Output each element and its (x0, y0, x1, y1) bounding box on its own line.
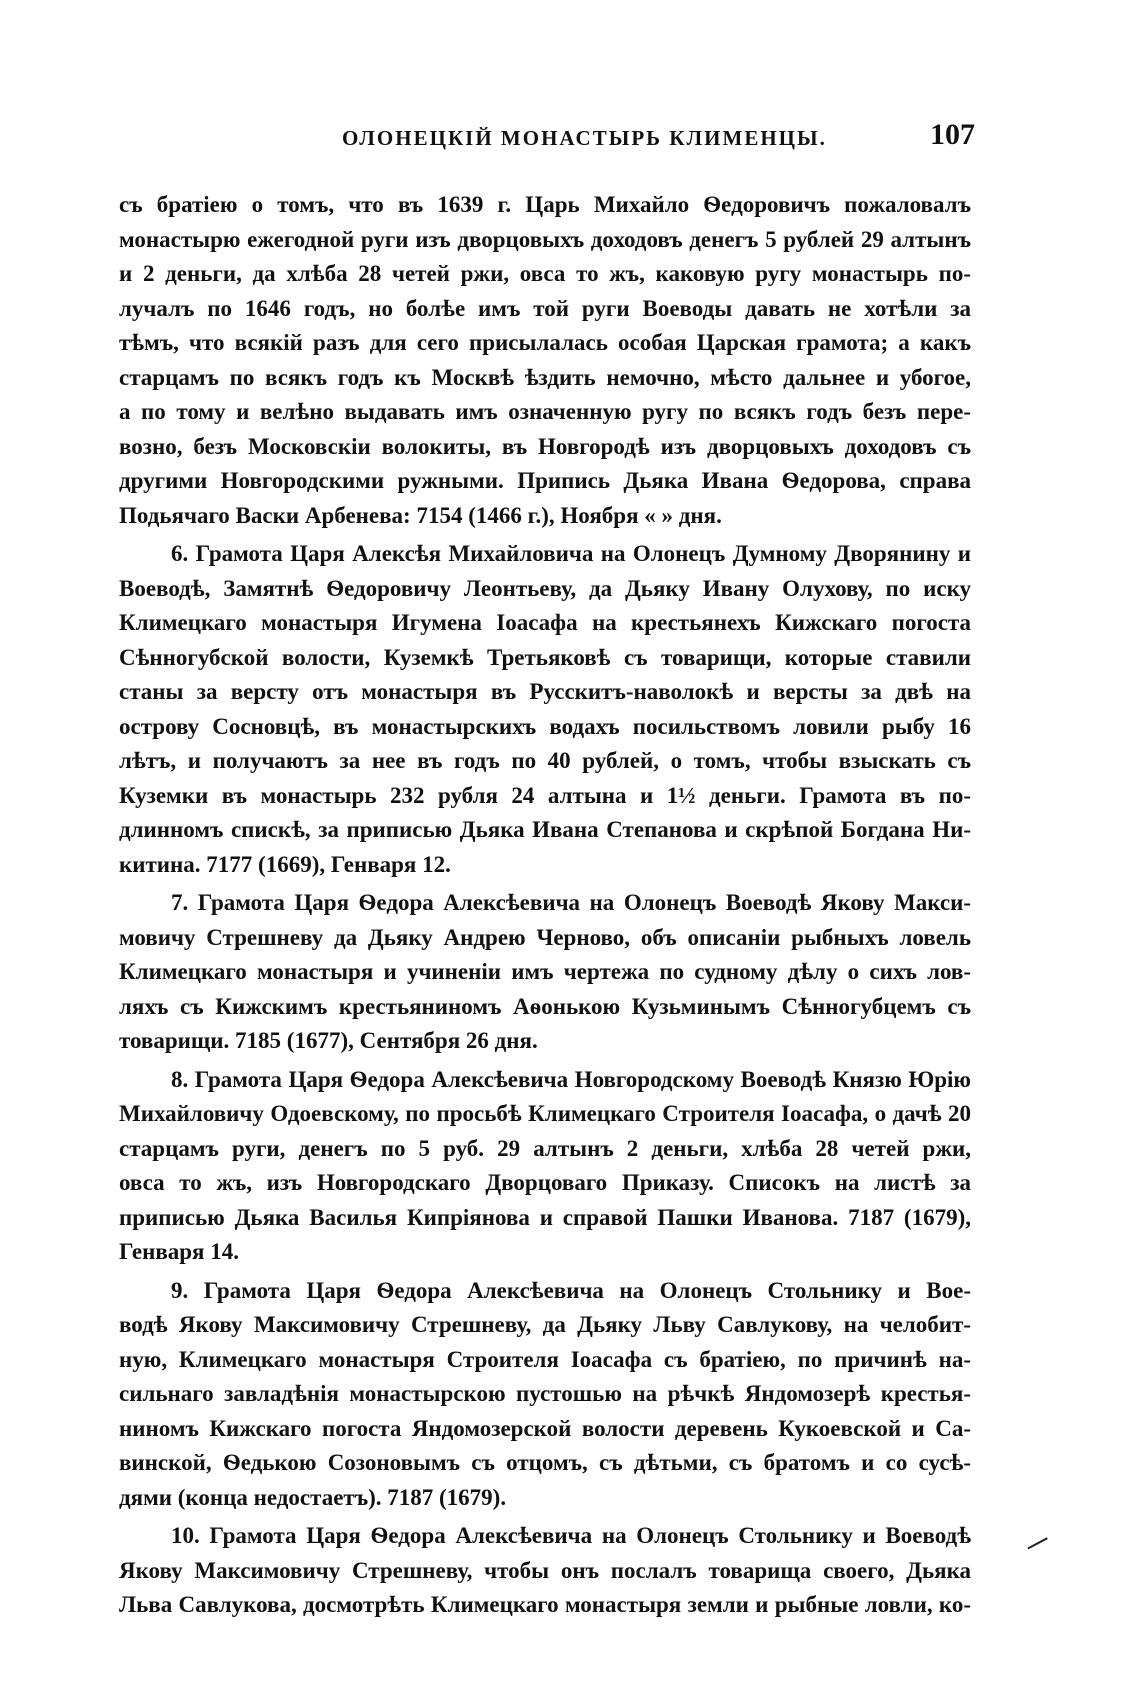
text-line: сильнаго завладѣнія монастырскою пустошью на рѣчкѣ Яндомозерѣ крестья- (119, 1381, 971, 1406)
text-line: Климецкаго монастыря и учиненіи имъ чертежа по судному дѣлу о сихъ лов- (119, 959, 971, 984)
paragraph-item-7 (119, 886, 971, 1059)
text-line: монастырю ежегодной руги изъ дворцовыхъ доходовъ денегъ 5 рублей 29 алтынъ (119, 226, 971, 252)
text-line: лѣтъ, и получаютъ за нее въ годъ по 40 рублей, о томъ, чтобы взыскать съ (119, 748, 971, 773)
text-line: а по тому и велѣно выдавать имъ означенную ругу по всякъ годъ безъ пере- (119, 399, 971, 424)
text-line: лучалъ по 1646 годъ, но болѣе имъ той руги Воеводы давать не хотѣли за (119, 295, 971, 321)
text-line: мовичу Стрешневу да Дьяку Андрею Черново, объ описаніи рыбныхъ ловель (119, 924, 971, 950)
text-line: съ братіею о томъ, что въ 1639 г. Царь Михайло Ѳедоровичъ пожаловалъ (119, 192, 971, 217)
text-line: Куземки въ монастырь 232 рубля 24 алтына и 1½ деньги. Грамота въ по- (119, 782, 971, 808)
text-line: винской, Ѳедькою Созоновымъ съ отцомъ, съ дѣтьми, съ братомъ и со сусѣ- (119, 1450, 971, 1475)
text-line: Сѣнногубской волости, Куземкѣ Третьяковѣ съ товарищи, которые ставили (119, 644, 971, 670)
text-line: 9. Грамота Царя Ѳедора Алексѣевича на Олонецъ Стольнику и Вое- (171, 1277, 971, 1303)
text-line: овса то жъ, изъ Новгородскаго Дворцоваго Приказу. Списокъ на листѣ за (119, 1170, 971, 1195)
text-line: 10. Грамота Царя Ѳедора Алексѣевича на Олонецъ Стольнику и Воеводѣ (171, 1523, 971, 1548)
text-line: водѣ Якову Максимовичу Стрешневу, да Дьяку Льву Савлукову, на челобит- (119, 1312, 971, 1337)
text-line: возно, безъ Московскіи волокиты, въ Новгородѣ изъ дворцовыхъ доходовъ съ (119, 433, 971, 459)
text-line: ляхъ съ Кижскимъ крестьяниномъ Аѳонькою Кузьминымъ Сѣнногубцемъ съ (119, 993, 971, 1019)
text-line: ниномъ Кижскаго погоста Яндомозерской волости деревень Кукоевской и Са- (119, 1415, 971, 1441)
paragraph-item-10 (119, 1519, 971, 1623)
text-line: тѣмъ, что всякій разъ для сего присылалась особая Царская грамота; а какъ (119, 330, 971, 355)
paragraph-item-9 (119, 1274, 971, 1516)
paragraph-continuation (119, 188, 971, 533)
body-text (119, 188, 971, 1623)
paragraph-item-8 (119, 1063, 971, 1270)
text-line: приписью Дьяка Василья Кипріянова и справой Пашки Иванова. 7187 (1679), (119, 1204, 971, 1230)
text-line: Генваря 14. (119, 1239, 239, 1264)
text-line: Воеводѣ, Замятнѣ Ѳедоровичу Леонтьеву, да Дьяку Ивану Олухову, по иску (119, 575, 971, 601)
text-line: Якову Максимовичу Стрешневу, чтобы онъ послалъ товарища своего, Дьяка (119, 1557, 971, 1583)
text-line: Льва Савлукова, досмотрѣть Климецкаго монастыря земли и рыбные ловли, ко- (119, 1592, 971, 1617)
text-line: старцамъ по всякъ годъ къ Москвѣ ѣздить немочно, мѣсто дальнее и убогое, (119, 364, 971, 390)
text-line: Климецкаго монастыря Игумена Іоасафа на крестьянехъ Кижскаго погоста (119, 610, 971, 635)
margin-mark (1027, 1537, 1050, 1554)
text-line: 8. Грамота Царя Ѳедора Алексѣевича Новгородскому Воеводѣ Князю Юрію (171, 1066, 971, 1092)
text-line: 7. Грамота Царя Ѳедора Алексѣевича на Олонецъ Воеводѣ Якову Макси- (171, 890, 971, 915)
page-number: 107 (930, 118, 975, 151)
text-line: и 2 деньги, да хлѣба 28 четей ржи, овса то жъ, каковую ругу монастырь по- (119, 261, 971, 286)
text-line: 6. Грамота Царя Алексѣя Михайловича на Олонецъ Думному Дворянину и (171, 541, 971, 566)
text-line: старцамъ руги, денегъ по 5 руб. 29 алтынъ 2 деньги, хлѣба 28 четей ржи, (119, 1135, 971, 1161)
text-line: товарищи. 7185 (1677), Сентября 26 дня. (119, 1028, 538, 1053)
text-line: Подьячаго Васки Арбенева: 7154 (1466 г.), Ноября « » дня. (119, 502, 722, 528)
text-line: дями (конца недостаетъ). 7187 (1679). (119, 1484, 507, 1510)
running-head (120, 118, 975, 158)
text-line: Михайловичу Одоевскому, по просьбѣ Климецкаго Строителя Іоасафа, о дачѣ 20 (119, 1101, 971, 1126)
text-line: острову Сосновцѣ, въ монастырскихъ водахъ посильствомъ ловили рыбу 16 (119, 713, 971, 739)
text-line: станы за версту отъ монастыря въ Русскитъ-наволокѣ и версты за двѣ на (119, 679, 971, 704)
paragraph-item-6 (119, 537, 971, 882)
text-line: китина. 7177 (1669), Генваря 12. (119, 851, 451, 877)
running-title: ОЛОНЕЦКІЙ МОНАСТЫРЬ КЛИМЕНЦЫ. (342, 126, 827, 150)
text-line: длинномъ спискѣ, за приписью Дьяка Ивана Степанова и скрѣпой Богдана Ни- (119, 817, 971, 842)
text-line: ную, Климецкаго монастыря Строителя Іоасафа съ братіею, по причинѣ на- (119, 1346, 971, 1372)
text-line: другими Новгородскими ружными. Припись Дьяка Ивана Ѳедорова, справа (119, 468, 971, 493)
